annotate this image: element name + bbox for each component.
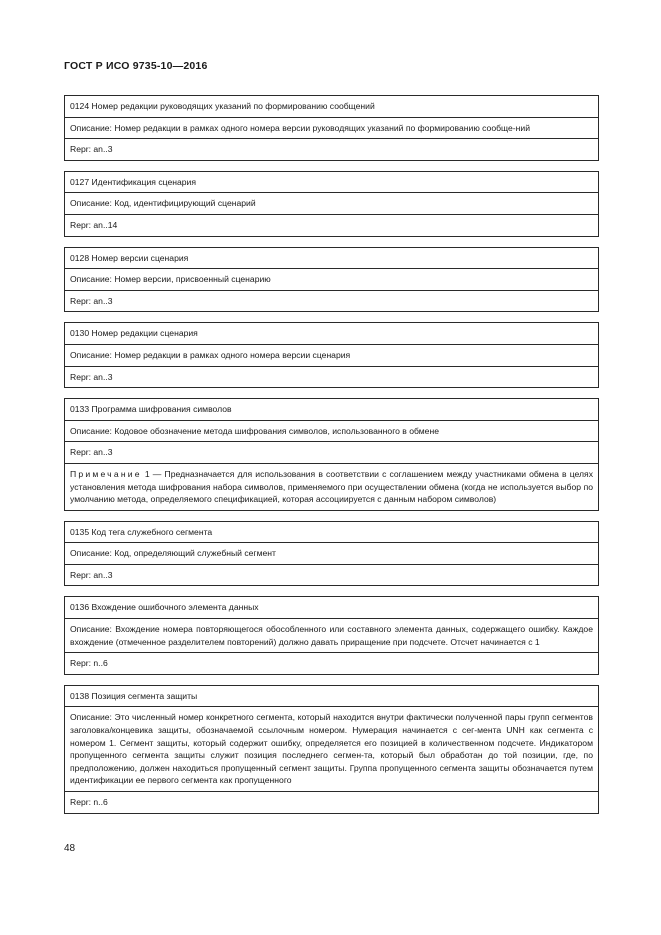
- entry-description: Описание: Код, определяющий служебный сегмент: [65, 542, 598, 564]
- entry-repr: Repr: an..3: [65, 564, 598, 586]
- entry-description: Описание: Это численный номер конкретного сегмента, который находится внутри фактически полученной пары групп сегментов заголовка/концевика защиты, обозначаемой ссылочным номером. Нумерация начинается с сег-мента UNH как сегмента с номером 1. Сегмент защиты, который содержит ошибку, определяется его позицией в количественном подсчете. Индикатором пропущенного сегмента защиты служит позиция последнего сегмен-та, который был обработан до той позиции, где, по предположению, должен находиться пропущенный сегмент защиты. Группа пропущенного сегмента защиты обозначается путем идентификации ее первого сегмента как пропущенного: [65, 706, 598, 791]
- entry-description: Описание: Номер версии, присвоенный сценарию: [65, 268, 598, 290]
- entry-description: Описание: Кодовое обозначение метода шифрования символов, использованного в обмене: [65, 420, 598, 442]
- entry-0138: [64, 685, 599, 814]
- entry-repr: Repr: an..3: [65, 366, 598, 388]
- entry-0133: [64, 398, 599, 511]
- entry-description: Описание: Номер редакции в рамках одного номера версии сценария: [65, 344, 598, 366]
- entry-repr: Repr: an..3: [65, 441, 598, 463]
- page-number: 48: [64, 843, 76, 854]
- entry-title: 0128 Номер версии сценария: [70, 252, 189, 263]
- entry-title: 0135 Код тега служебного сегмента: [70, 526, 213, 537]
- entry-title: 0136 Вхождение ошибочного элемента данных: [70, 602, 259, 613]
- entry-repr: Repr: an..3: [65, 138, 598, 160]
- entry-0127: [64, 171, 599, 237]
- entries-list: [64, 95, 599, 824]
- entry-title: 0124 Номер редакции руководящих указаний по формированию сообщений: [70, 101, 375, 111]
- entry-0136: [64, 596, 599, 674]
- entry-title: 0133 Программа шифрования символов: [70, 404, 232, 415]
- entry-title: 0130 Номер редакции сценария: [70, 328, 198, 339]
- entry-title: 0127 Идентификация сценария: [70, 176, 196, 187]
- entry-0124: [64, 95, 599, 161]
- document-header: ГОСТ Р ИСО 9735-10—2016: [64, 60, 208, 72]
- entry-0135: [64, 521, 599, 587]
- entry-0130: [64, 322, 599, 388]
- entry-repr: Repr: n..6: [65, 652, 598, 674]
- entry-description: Описание: Номер редакции в рамках одного номера версии руководящих указаний по формированию сообще-ний: [65, 117, 598, 139]
- entry-0128: [64, 247, 599, 313]
- entry-title: 0138 Позиция сегмента защиты: [70, 690, 198, 701]
- entry-repr: Repr: n..6: [65, 791, 598, 813]
- entry-repr: Repr: an..3: [65, 290, 598, 312]
- note-label: Примечание: [70, 468, 142, 479]
- entry-description: Описание: Код, идентифицирующий сценарий: [65, 192, 598, 214]
- entry-description: Описание: Вхождение номера повторяющегося обособленного или составного элемента данных, содержащего ошибку. Каждое вхождение (отмеченное разделителем повторений) должно давать приращение при подсчете. Отсчет начинается с 1: [65, 618, 598, 652]
- note-text: 1 — Предназначается для использования в соответствии с соглашением между участниками обмена в целях установления метода шифрования набора символов, применяемого при осуществлении обмена (когда не используется выбор по умолчанию метода, определяемого спецификацией, которая ассоциируется с данным набором символов): [70, 468, 593, 505]
- entry-repr: Repr: an..14: [65, 214, 598, 236]
- entry-note: [65, 463, 598, 510]
